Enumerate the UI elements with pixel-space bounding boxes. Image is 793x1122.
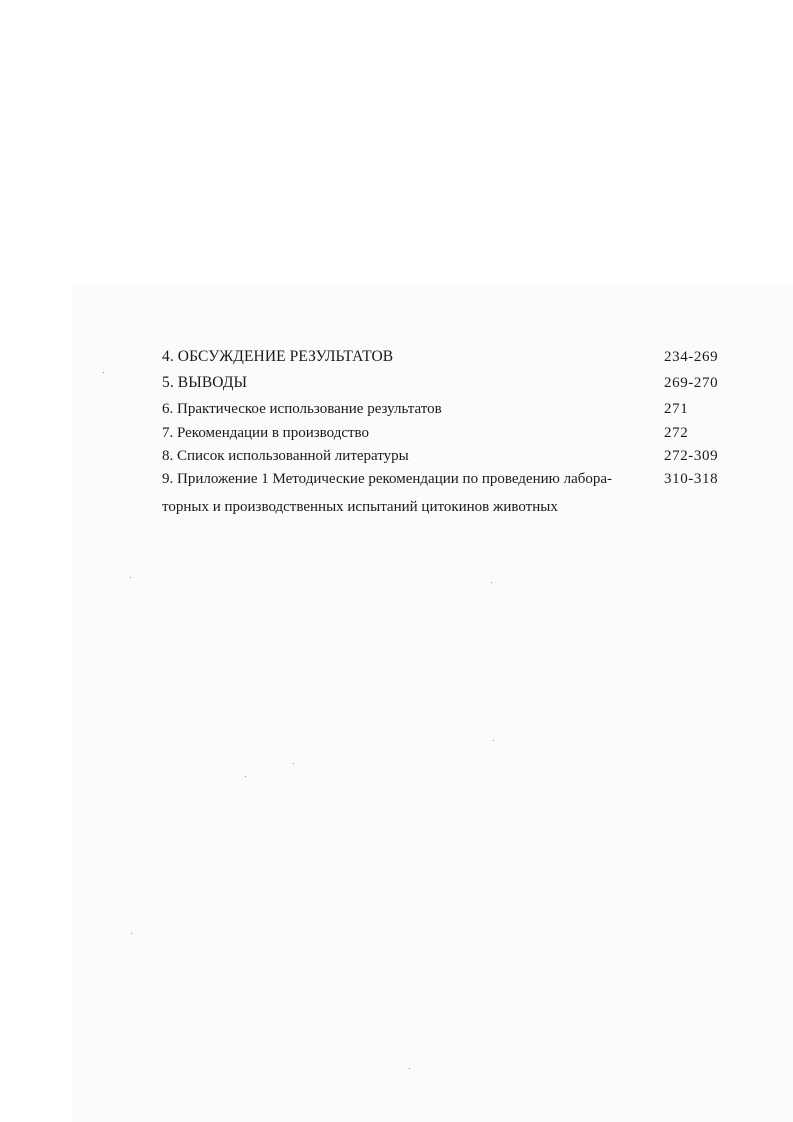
scan-speck <box>130 577 131 578</box>
toc-item-title: 6. Практическое использование результатов <box>162 401 442 417</box>
scan-speck <box>409 1068 410 1069</box>
toc-item-title-continuation: торных и производственных испытаний цитокинов животных <box>162 499 558 515</box>
scan-speck <box>293 763 294 764</box>
toc-item-title: 5. ВЫВОДЫ <box>162 374 248 391</box>
scan-speck <box>491 582 492 583</box>
toc-item-pages: 272 <box>664 425 689 441</box>
toc-item-pages: 271 <box>664 401 689 417</box>
scan-speck <box>103 372 104 373</box>
toc-item-pages: 272-309 <box>664 448 719 464</box>
toc-item-pages: 269-270 <box>664 375 719 391</box>
scan-speck <box>245 776 246 777</box>
toc-item-title: 8. Список использованной литературы <box>162 448 409 464</box>
scan-speck <box>131 933 132 934</box>
toc-item-title: 9. Приложение 1 Методические рекомендации по проведению лабора- <box>162 471 613 487</box>
toc-item-title: 7. Рекомендации в производство <box>162 425 370 441</box>
toc-item-pages: 310-318 <box>664 471 719 487</box>
toc-item-pages: 234-269 <box>664 349 719 365</box>
toc-item-title: 4. ОБСУЖДЕНИЕ РЕЗУЛЬТАТОВ <box>162 348 394 365</box>
scan-speck <box>493 740 494 741</box>
